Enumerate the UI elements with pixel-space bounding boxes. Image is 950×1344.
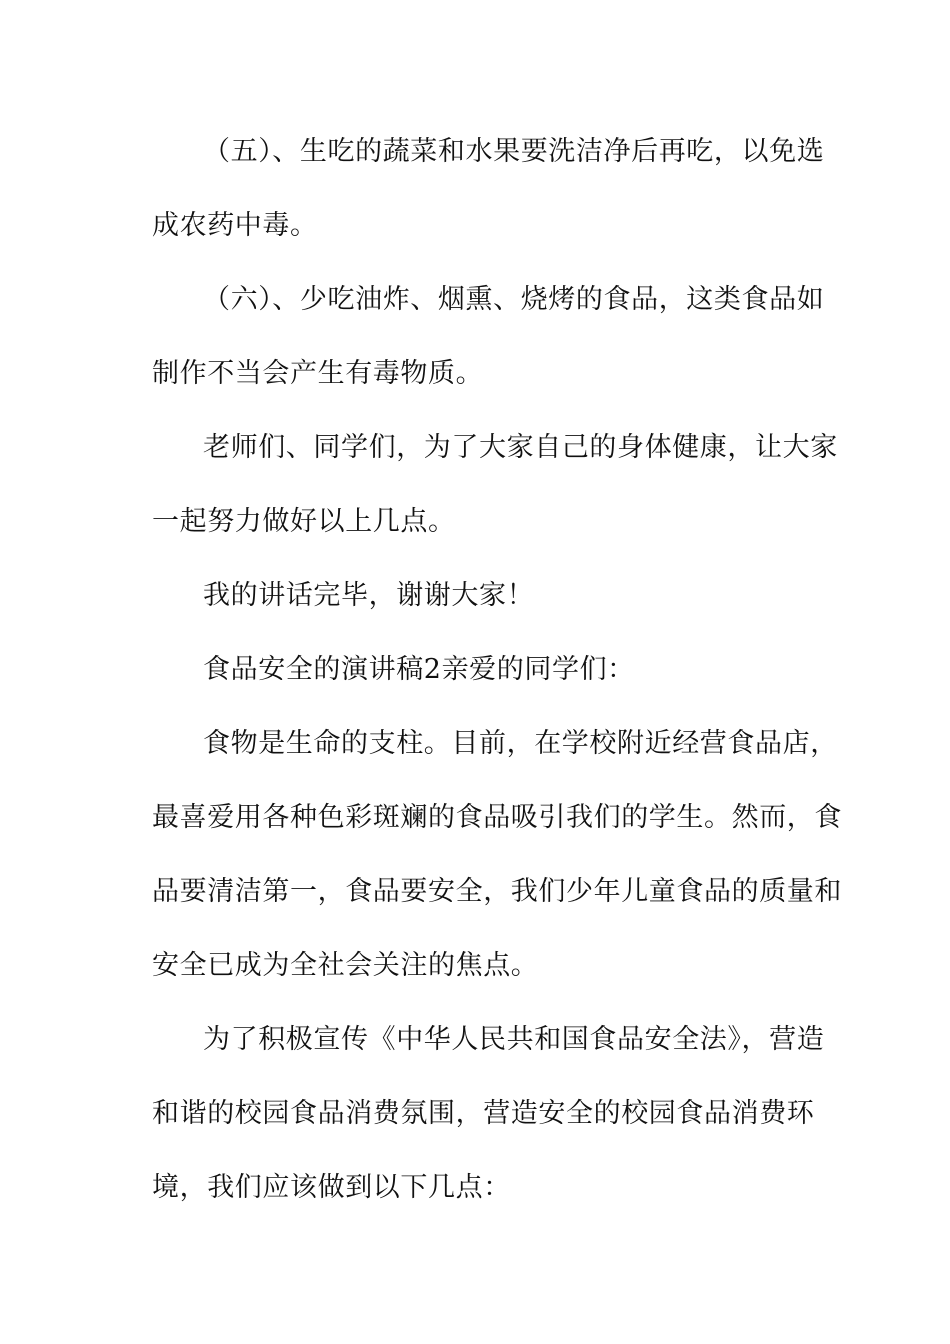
paragraph-line: 境，我们应该做到以下几点： [152,1172,511,1203]
paragraph-line: 制作不当会产生有毒物质。 [152,358,484,389]
paragraph-line: 成农药中毒。 [152,210,318,241]
paragraph-line: （六）、少吃油炸、烟熏、烧烤的食品，这类食品如 [203,284,825,315]
paragraph-line: 品要清洁第一，食品要安全，我们少年儿童食品的质量和 [152,876,842,907]
paragraph-line: （五）、生吃的蔬菜和水果要洗洁净后再吃，以免选 [203,136,825,167]
paragraph-line: 老师们、同学们，为了大家自己的身体健康，让大家 [203,432,838,463]
paragraph-line: 一起努力做好以上几点。 [152,506,456,537]
paragraph-line: 安全已成为全社会关注的焦点。 [152,950,539,981]
paragraph-line: 为了积极宣传《中华人民共和国食品安全法》，营造 [203,1024,825,1055]
paragraph-line: 我的讲话完毕，谢谢大家！ [203,580,535,611]
paragraph-line: 最喜爱用各种色彩斑斓的食品吸引我们的学生。然而，食 [152,802,842,833]
paragraph-line: 和谐的校园食品消费氛围，营造安全的校园食品消费环 [152,1098,815,1129]
paragraph-line: 食品安全的演讲稿2亲爱的同学们： [203,654,635,685]
paragraph-line: 食物是生命的支柱。目前，在学校附近经营食品店， [203,728,838,759]
